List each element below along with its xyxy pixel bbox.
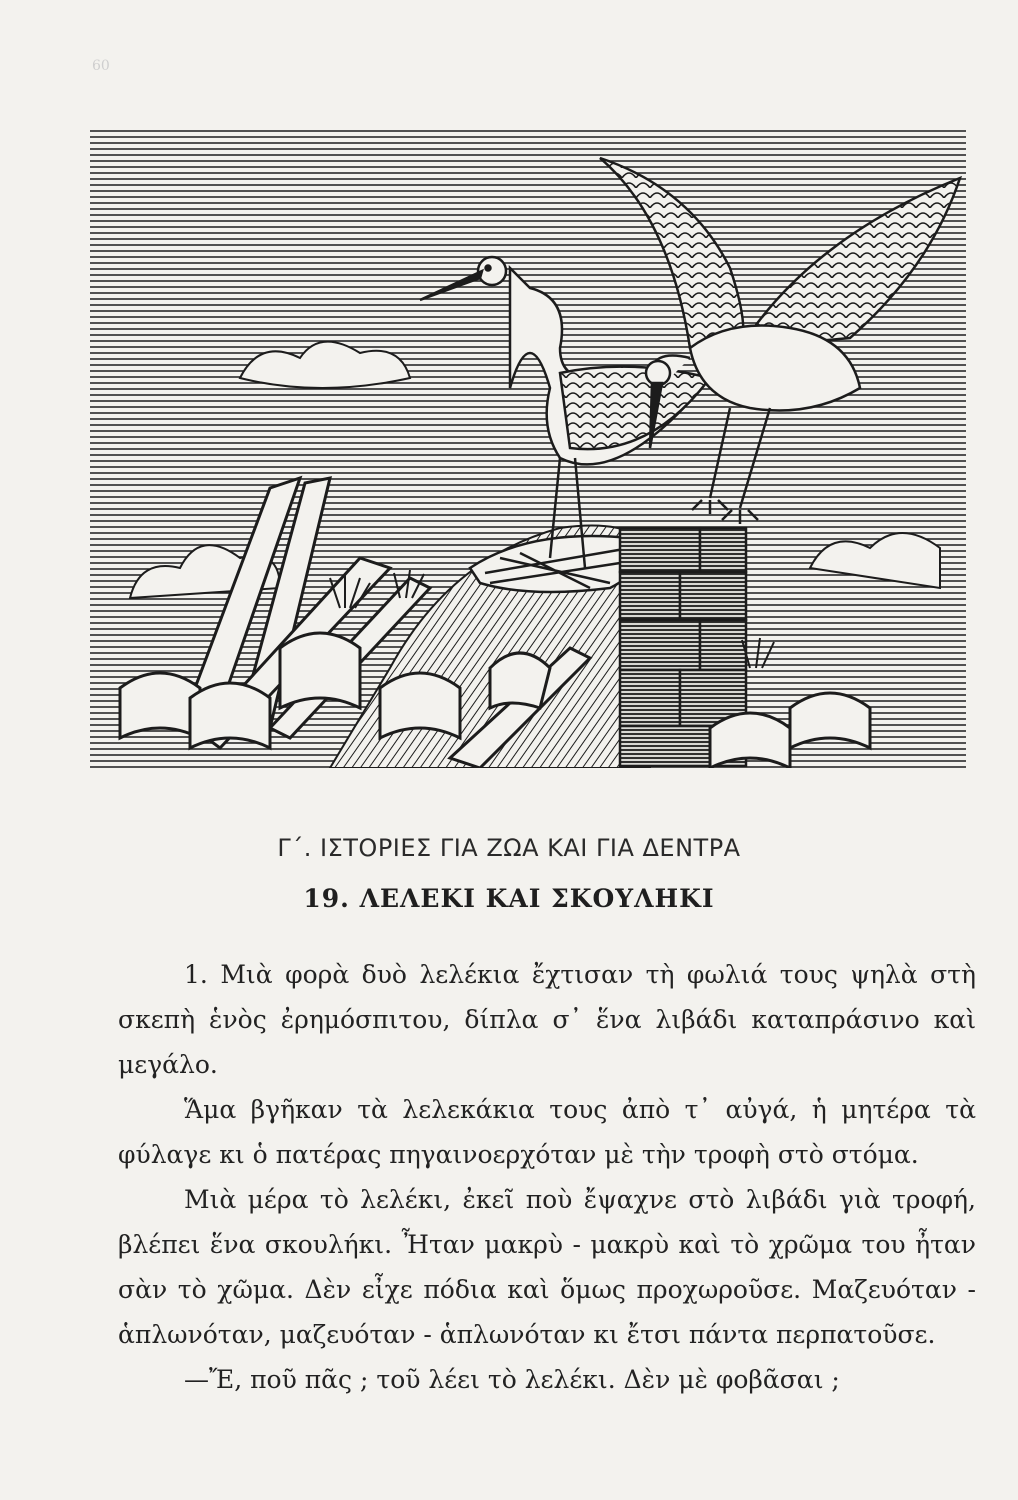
section-heading: Γ΄. ΙΣΤΟΡΙΕΣ ΓΙΑ ΖΩΑ ΚΑΙ ΓΙΑ ΔΕΝΤΡΑ <box>277 834 741 862</box>
page-number: 60 <box>92 58 110 74</box>
story-title: 19. ΛΕΛΕΚΙ ΚΑΙ ΣΚΟΥΛΗΚΙ <box>303 884 715 913</box>
illustration-drawing <box>90 128 966 768</box>
paragraph-2: Ἅμα βγῆκαν τὰ λελεκάκια τους ἀπὸ τ᾿ αὐγά, ἡ μητέρα τὰ φύλαγε κι ὁ πατέρας πηγαινοερχόταν μὲ τὴν τροφὴ στὸ στόμα. <box>118 1095 976 1169</box>
paragraph-1: 1. Μιὰ φορὰ δυὸ λελέκια ἔχτισαν τὴ φωλιά τους ψηλὰ στὴ σκεπὴ ἑνὸς ἐρημόσπιτου, δίπλα σ᾿ ἕνα λιβάδι καταπράσινο καὶ μεγάλο. <box>118 960 976 1079</box>
paragraph-4: —Ἔ, ποῦ πᾶς ; τοῦ λέει τὸ λελέκι. Δὲν μὲ φοβᾶσαι ; <box>184 1365 840 1394</box>
stork-nest-illustration <box>90 128 966 768</box>
story-body <box>118 952 976 1402</box>
paragraph-3: Μιὰ μέρα τὸ λελέκι, ἐκεῖ ποὺ ἔψαχνε στὸ λιβάδι γιὰ τροφή, βλέπει ἕνα σκουλήκι. Ἦταν μακρὺ - μακρὺ καὶ τὸ χρῶμα του ἦταν σὰν τὸ χῶμα. Δὲν εἶχε πόδια καὶ ὅμως προχωροῦσε. Μαζευόταν - ἁπλωνόταν, μαζευόταν - ἁπλωνόταν κι ἔτσι πάντα περπατοῦσε. <box>118 1185 976 1349</box>
